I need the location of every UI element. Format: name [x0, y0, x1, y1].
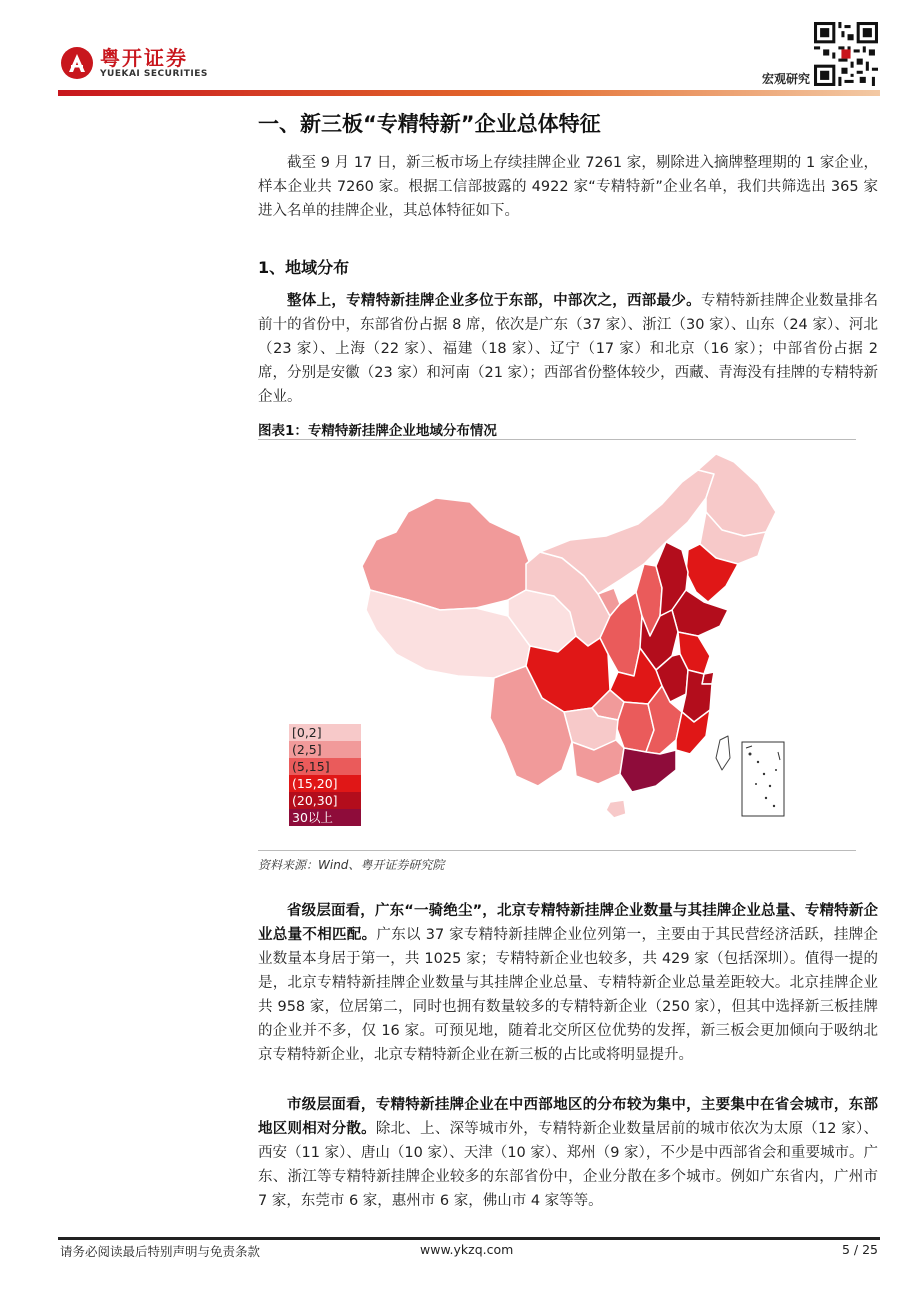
- province-shandong: [672, 590, 728, 636]
- paragraph-body: 专精特新挂牌企业数量排名前十的省份中，东部省份占据 8 席，依次是广东（37 家）、浙江（30 家）、山东（24 家）、河北（23 家）、上海（22 家）、福建（18 家）、辽宁（17 家）和北京（16 家）；中部省份占据 2 席，分别是安徽（23 家）和河南（21 家）；西部省份整体较少，西藏、青海没有挂牌的专精特新企业。: [258, 293, 879, 405]
- brand-name-cn: 粤开证券: [100, 45, 188, 70]
- province-hainan: [606, 800, 626, 818]
- paragraph-body: 除北、上、深等城市外，专精特新企业数量居前的城市依次为太原（12 家）、西安（11 家）、唐山（10 家）、天津（10 家）、郑州（9 家），不少是中西部省会和重要城市。广东、浙江等专精特新挂牌企业较多的东部省份中，企业分散在多个城市。例如广东省内，广州市 7 家，东莞市 6 家，惠州市 6 家，佛山市 4 家等等。: [258, 1121, 878, 1209]
- figure-bottom-rule: [258, 850, 856, 851]
- footer-divider: [58, 1237, 880, 1240]
- legend-item: (15,20]: [289, 775, 361, 792]
- legend-item: (5,15]: [289, 758, 361, 775]
- south-china-sea-inset: [742, 742, 784, 816]
- legend-item: 30以上: [289, 809, 361, 826]
- footer-page-number: 5 / 25: [841, 1242, 878, 1257]
- province-taiwan: [716, 736, 730, 770]
- paragraph-lead: 整体上，专精特新挂牌企业多位于东部，中部次之，西部最少。: [287, 293, 701, 309]
- report-category: 宏观研究: [761, 72, 810, 86]
- figure-source: 资料来源：Wind、粤开证券研究院: [258, 858, 445, 872]
- paragraph-city-level: [258, 1093, 878, 1213]
- paragraph-regional-overview: [258, 289, 878, 409]
- figure-title: 图表1：专精特新挂牌企业地域分布情况: [258, 423, 497, 439]
- paragraph-body: 广东以 37 家专精特新挂牌企业位列第一，主要由于其民营经济活跃，挂牌企业数量本身居于第一，共 1025 家；专精特新企业也较多，共 429 家（包括深圳）。值得一提的是，北京专精特新挂牌企业数量与其挂牌企业总量、专精特新企业总量差距较大。北京挂牌企业共 958 家，位居第二，同时也拥有数量较多的专精特新企业（250 家），但其中选择新三板挂牌的企业并不多，仅 16 家。可预见地，随着北交所区位优势的发挥，新三板会更加倾向于吸纳北京专精特新企业，北京专精特新企业在新三板的占比或将明显提升。: [258, 927, 878, 1063]
- intro-paragraph: 截至 9 月 17 日，新三板市场上存续挂牌企业 7261 家，剔除进入摘牌整理期的 1 家企业，样本企业共 7260 家。根据工信部披露的 4922 家“专精特新”企业名单，我们共筛选出 365 家进入名单的挂牌企业，其总体特征如下。: [258, 155, 878, 219]
- section-heading: 一、新三板“专精特新”企业总体特征: [258, 112, 601, 136]
- brand-name-en: YUEKAI SECURITIES: [100, 68, 208, 79]
- legend-item: (20,30]: [289, 792, 361, 809]
- brand-logo: [60, 46, 208, 80]
- footer-disclaimer[interactable]: 请务必阅读最后特别声明与免责条款: [60, 1244, 261, 1259]
- province-guangdong: [620, 748, 676, 792]
- footer-website[interactable]: www.ykzq.com: [420, 1242, 514, 1257]
- legend-item: (2,5]: [289, 741, 361, 758]
- qr-code-icon: [814, 22, 878, 86]
- header-divider: [58, 90, 880, 96]
- paragraph-lead: 市级层面看，专精特新挂牌企业在中西部地区的分布较为集中，主要集中在省会城市，东部地区则相对分散。: [258, 1097, 878, 1137]
- paragraph-provincial: [258, 899, 878, 1067]
- paragraph-lead: 省级层面看，广东“一骑绝尘”，北京专精特新挂牌企业数量与其挂牌企业总量、专精特新企业总量不相匹配。: [258, 903, 878, 943]
- map-legend: [289, 724, 361, 826]
- yuekai-logo-icon: [60, 46, 94, 80]
- legend-item: [0,2]: [289, 724, 361, 741]
- subsection-heading: 1、地域分布: [258, 258, 350, 277]
- province-xinjiang: [362, 498, 530, 610]
